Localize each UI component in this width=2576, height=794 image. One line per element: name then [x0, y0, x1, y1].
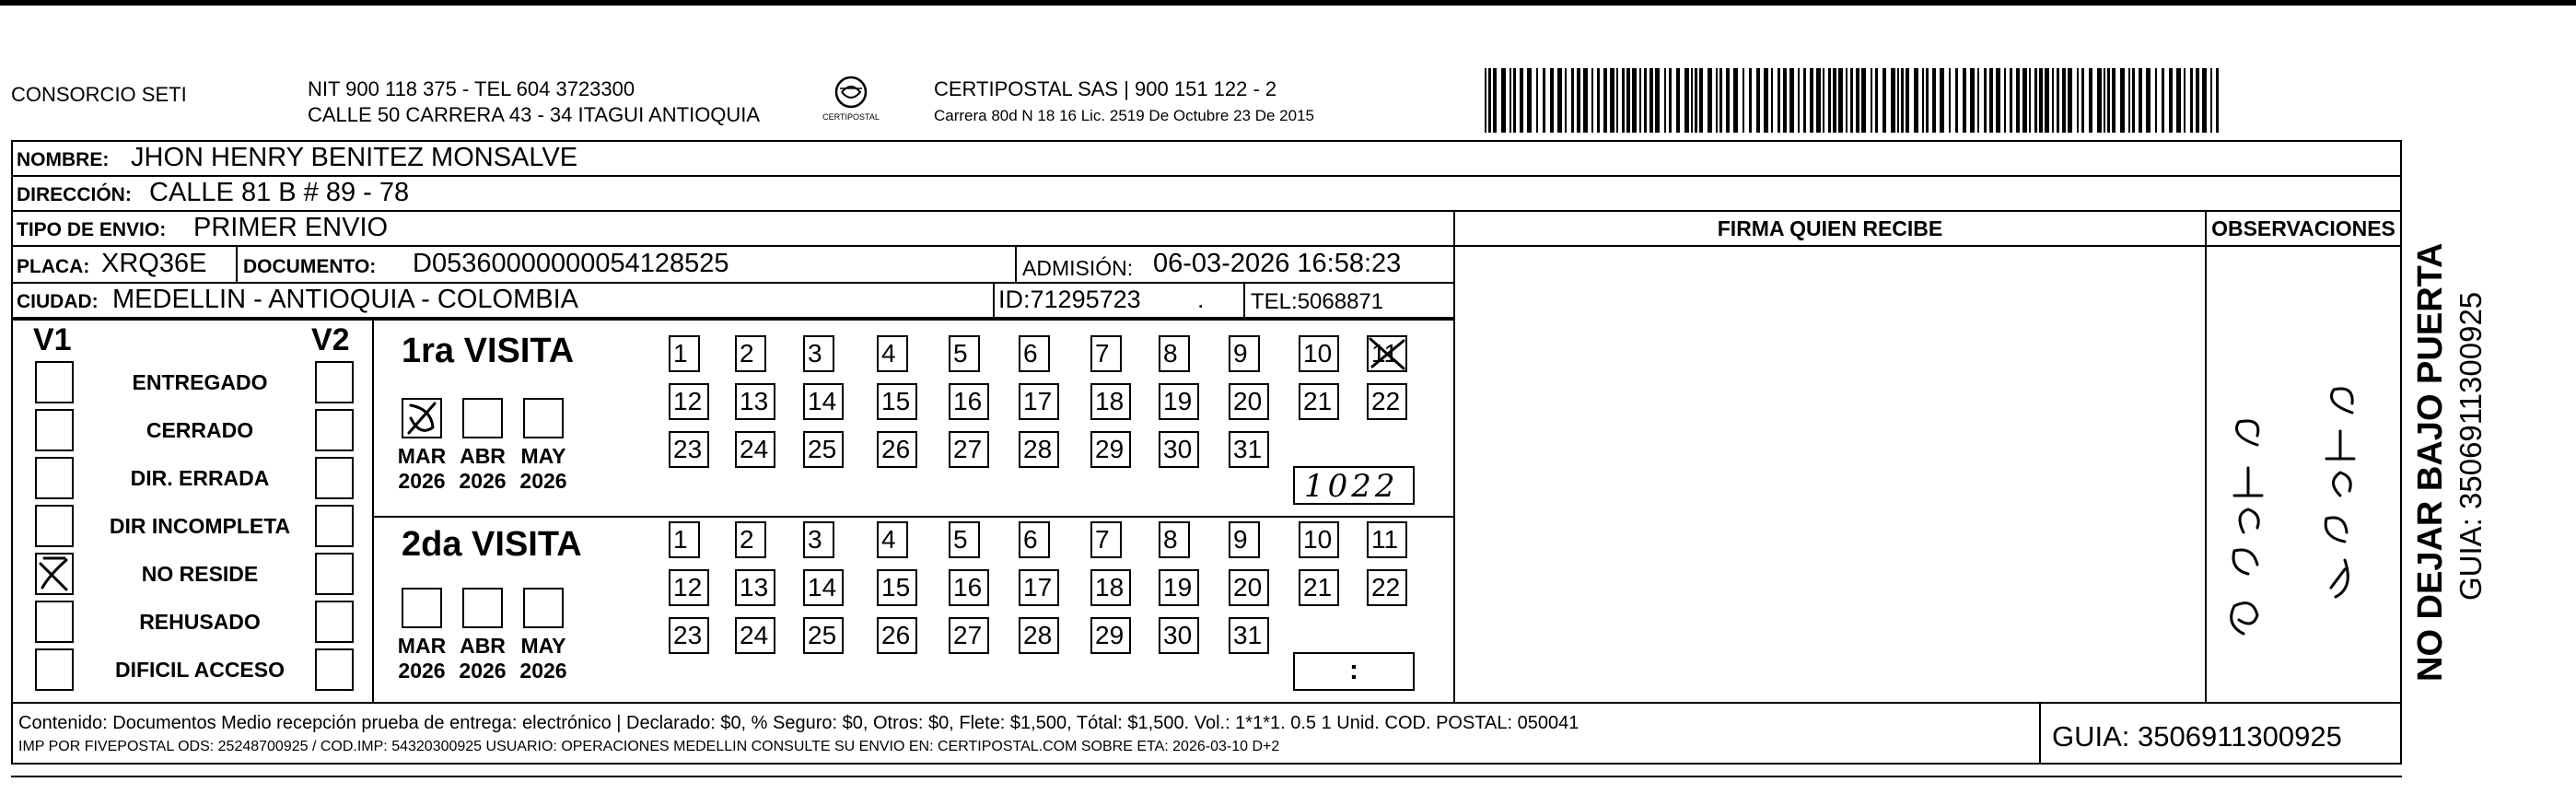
- barcode-bar: [2202, 68, 2207, 133]
- day-box[interactable]: 27: [949, 617, 989, 654]
- barcode-bar: [2077, 68, 2079, 133]
- month-label: MAR 2026: [397, 634, 447, 683]
- barcode-bar: [1726, 68, 1730, 133]
- barcode-bar: [1838, 68, 1843, 133]
- barcode-bar: [1550, 68, 1554, 133]
- day-box[interactable]: 7: [1090, 521, 1122, 558]
- v1-label: V1: [33, 322, 72, 357]
- svg-text:1022: 1022: [1304, 468, 1399, 503]
- status-label: DIFICIL ACCESO: [114, 658, 285, 682]
- barcode-bar: [1571, 68, 1574, 133]
- visit1-time-box[interactable]: [1293, 466, 1415, 505]
- visit1-time-handwriting: [1295, 468, 1413, 503]
- barcode-bar: [1901, 68, 1904, 133]
- v2-checkbox[interactable]: [315, 601, 354, 643]
- barcode-bar: [2010, 68, 2012, 133]
- visit1-title: 1ra VISITA: [402, 332, 575, 370]
- barcode-bar: [1626, 68, 1630, 133]
- month-label: ABR 2026: [459, 444, 507, 493]
- month-label: ABR 2026: [459, 634, 507, 683]
- barcode-bar: [1789, 68, 1794, 133]
- day-box[interactable]: 15: [877, 569, 917, 606]
- barcode-bar: [1914, 68, 1918, 133]
- v2-checkbox[interactable]: [315, 457, 354, 499]
- day-box[interactable]: 4: [877, 521, 908, 558]
- day-box[interactable]: 29: [1090, 431, 1131, 468]
- barcode-bar: [1691, 68, 1693, 133]
- barcode-bar: [2184, 68, 2186, 133]
- day-box[interactable]: 19: [1159, 569, 1199, 606]
- status-label: NO RESIDE: [141, 562, 259, 586]
- v2-checkbox[interactable]: [315, 505, 354, 547]
- day-box[interactable]: 27: [949, 431, 989, 468]
- day-box[interactable]: 6: [1019, 521, 1050, 558]
- barcode-bar: [1583, 68, 1588, 133]
- id-field: ID:71295723: [998, 286, 1141, 313]
- barcode-bar: [2139, 68, 2142, 133]
- barcode-bar: [2057, 68, 2059, 133]
- barcode-bar: [1949, 68, 1951, 133]
- status-label: CERRADO: [146, 418, 254, 442]
- footer-line2: IMP POR FIVEPOSTAL ODS: 25248700925 / COD.IMP: 54320300925 USUARIO: OPERACIONES MEDELLIN CONSULTE SU ENVIO EN: CERTIPOSTAL.COM SOBRE ETA: 2026-03-10 D+2: [18, 739, 1280, 754]
- barcode-bar: [2112, 68, 2116, 133]
- placa-value: XRQ36E: [101, 249, 207, 278]
- v2-checkbox[interactable]: [315, 553, 354, 595]
- barcode-bar: [1676, 68, 1680, 133]
- barcode-bar: [1719, 68, 1722, 133]
- barcode-bar: [2169, 68, 2173, 133]
- direccion-label: DIRECCIÓN:: [17, 184, 132, 205]
- day-box[interactable]: 9: [1229, 335, 1260, 372]
- day-box[interactable]: 26: [877, 617, 917, 654]
- day-box[interactable]: 18: [1090, 569, 1131, 606]
- day-box[interactable]: 1: [669, 521, 700, 558]
- barcode-bar: [2104, 68, 2105, 133]
- status-label: ENTREGADO: [132, 370, 268, 394]
- barcode-bar: [1856, 68, 1859, 133]
- row-direccion: [13, 177, 2400, 212]
- v2-checkbox[interactable]: [315, 409, 354, 451]
- day-box[interactable]: 18: [1090, 383, 1131, 420]
- barcode-bar: [2107, 68, 2110, 133]
- certipostal-logo-icon: [814, 72, 888, 127]
- barcode-bar: [1733, 68, 1738, 133]
- day-box[interactable]: 6: [1019, 335, 1050, 372]
- month-checkbox[interactable]: [462, 398, 503, 438]
- barcode-bar: [1716, 68, 1718, 133]
- day-box[interactable]: 17: [1019, 569, 1059, 606]
- month-label: MAY 2026: [519, 634, 567, 683]
- v1-checkbox[interactable]: [35, 601, 74, 643]
- barcode-bar: [1543, 68, 1545, 133]
- admision-label: ADMISIÓN:: [1022, 256, 1134, 280]
- barcode-bar: [1695, 68, 1697, 133]
- barcode-bar: [1577, 68, 1580, 133]
- day-box[interactable]: 30: [1159, 617, 1199, 654]
- documento-label: DOCUMENTO:: [243, 256, 377, 277]
- v1-checkbox[interactable]: [35, 505, 74, 547]
- day-box[interactable]: 13: [735, 383, 775, 420]
- day-box[interactable]: 25: [803, 431, 844, 468]
- nombre-label: NOMBRE:: [17, 149, 110, 170]
- barcode-bar: [1861, 68, 1866, 133]
- day-box[interactable]: 14: [803, 383, 844, 420]
- barcode-bar: [1882, 68, 1886, 133]
- barcode-bar: [1922, 68, 1924, 133]
- barcode-bar: [2045, 68, 2049, 133]
- barcode-bar: [1520, 68, 1523, 133]
- barcode-bar: [2029, 68, 2031, 133]
- company-address: CALLE 50 CARRERA 43 - 34 ITAGUI ANTIOQUIA: [308, 103, 761, 126]
- day-box[interactable]: 10: [1299, 521, 1339, 558]
- barcode-bar: [1871, 68, 1872, 133]
- barcode-bar: [1828, 68, 1831, 133]
- barcode-bar: [2034, 68, 2037, 133]
- day-box[interactable]: 12: [669, 569, 709, 606]
- barcode-bar: [1493, 68, 1497, 133]
- day-box[interactable]: 2: [735, 521, 766, 558]
- day-box[interactable]: 1: [669, 335, 700, 372]
- day-box[interactable]: 15: [877, 383, 917, 420]
- admision-value: 06-03-2026 16:58:23: [1153, 249, 1402, 278]
- barcode-bar: [1743, 68, 1744, 133]
- day-box[interactable]: 28: [1019, 431, 1059, 468]
- barcode-bar: [1850, 68, 1853, 133]
- day-box[interactable]: 4: [877, 335, 908, 372]
- barcode-bar: [2062, 68, 2066, 133]
- barcode-bar: [2081, 68, 2084, 133]
- v1-checkbox[interactable]: [35, 457, 74, 499]
- barcode-bar: [1756, 68, 1760, 133]
- barcode-bar: [1557, 68, 1562, 133]
- month-label: MAR 2026: [397, 444, 447, 493]
- day-box[interactable]: 5: [949, 521, 980, 558]
- barcode-bar: [2120, 68, 2125, 133]
- firma-header: FIRMA QUIEN RECIBE: [1455, 212, 2205, 247]
- barcode-bar: [1778, 68, 1780, 133]
- tipo-label: TIPO DE ENVIO:: [17, 219, 167, 240]
- day-box[interactable]: 29: [1090, 617, 1131, 654]
- barcode-bar: [1816, 68, 1821, 133]
- barcode-bar: [1897, 68, 1899, 133]
- barcode-bar: [1708, 68, 1712, 133]
- nombre-value: JHON HENRY BENITEZ MONSALVE: [131, 143, 578, 172]
- month-checkbox[interactable]: [462, 588, 503, 628]
- company-name: CONSORCIO SETI: [11, 83, 187, 106]
- day-box[interactable]: 11: [1367, 335, 1407, 372]
- barcode-bar: [1970, 68, 1975, 133]
- barcode-bar: [1485, 68, 1486, 133]
- v2-label: V2: [311, 322, 350, 357]
- day-box[interactable]: 31: [1229, 431, 1269, 468]
- license-info: Carrera 80d N 18 16 Lic. 2519 De Octubre 23 De 2015: [934, 107, 1314, 124]
- barcode-bar: [1616, 68, 1618, 133]
- barcode-bar: [1644, 68, 1647, 133]
- barcode-bar: [1669, 68, 1672, 133]
- barcode-bar: [1591, 68, 1593, 133]
- barcode-bar: [2097, 68, 2102, 133]
- barcode-bar: [1810, 68, 1813, 133]
- barcode-bar: [1536, 68, 1538, 133]
- barcode-bar: [1509, 68, 1511, 133]
- barcode-bar: [1622, 68, 1625, 133]
- barcode-bar: [1963, 68, 1966, 133]
- v1-checkbox[interactable]: [35, 648, 74, 691]
- day-box[interactable]: 3: [803, 521, 834, 558]
- barcode-bar: [1803, 68, 1806, 133]
- direccion-value: CALLE 81 B # 89 - 78: [149, 178, 410, 207]
- id-suffix: .: [1197, 286, 1205, 313]
- barcode-bar: [2146, 68, 2151, 133]
- barcode-bar: [1527, 68, 1532, 133]
- barcode-bar: [1984, 68, 1987, 133]
- day-box[interactable]: 20: [1229, 383, 1269, 420]
- barcode-bar: [2068, 68, 2072, 133]
- barcode-bar: [1649, 68, 1653, 133]
- tel-field: TEL:5068871: [1251, 289, 1384, 314]
- footer-guia: GUIA: 3506911300925: [2052, 720, 2342, 753]
- certipostal-info: CERTIPOSTAL SAS | 900 151 122 - 2: [934, 77, 1277, 100]
- month-label: MAY 2026: [519, 444, 567, 493]
- day-box[interactable]: 3: [803, 335, 834, 372]
- barcode-bar: [2022, 68, 2027, 133]
- v1-checkbox[interactable]: [35, 553, 74, 595]
- barcode-bar: [1513, 68, 1516, 133]
- documento-value: D05360000000054128525: [413, 249, 729, 278]
- barcode-bar: [1996, 68, 2000, 133]
- barcode-bar: [2016, 68, 2020, 133]
- barcode-bar: [1783, 68, 1787, 133]
- day-box[interactable]: 7: [1090, 335, 1122, 372]
- barcode-bar: [2176, 68, 2181, 133]
- day-box[interactable]: 19: [1159, 383, 1199, 420]
- tipo-value: PRIMER ENVIO: [193, 213, 389, 242]
- day-box[interactable]: 13: [735, 569, 775, 606]
- row-placa: [13, 247, 1455, 284]
- row-tipo: [13, 212, 1455, 247]
- day-box[interactable]: 20: [1229, 569, 1269, 606]
- month-checkbox[interactable]: [402, 588, 442, 628]
- barcode-bar: [1655, 68, 1660, 133]
- day-box[interactable]: 24: [735, 617, 775, 654]
- side-guia: GUIA: 3506911300925: [2454, 291, 2488, 601]
- month-checkbox[interactable]: [402, 398, 442, 438]
- day-box[interactable]: 28: [1019, 617, 1059, 654]
- barcode-bar: [1833, 68, 1836, 133]
- barcode-bar: [1664, 68, 1666, 133]
- day-box[interactable]: 25: [803, 617, 844, 654]
- barcode-bar: [2132, 68, 2135, 133]
- barcode-bar: [1823, 68, 1824, 133]
- barcode-bar: [2190, 68, 2193, 133]
- row-ciudad: [13, 284, 1455, 319]
- visit2-title: 2da VISITA: [402, 525, 582, 564]
- day-box[interactable]: 23: [669, 617, 709, 654]
- visit2-time-box[interactable]: :: [1293, 652, 1415, 691]
- delivery-form: [11, 140, 2402, 765]
- barcode-bar: [1699, 68, 1703, 133]
- day-box[interactable]: 21: [1299, 383, 1339, 420]
- day-box[interactable]: 8: [1159, 335, 1190, 372]
- day-box[interactable]: 26: [877, 431, 917, 468]
- barcode-bar: [1906, 68, 1909, 133]
- footer-line1: Contenido: Documentos Medio recepción prueba de entrega: electrónico | Declarado: $0, % Seguro: $0, Otros: $0, Flete: $1,500, Tótal: $1,500. Vol.: 1*1*1. 0.5 1 Unid. COD. POSTAL: 050041: [18, 713, 1579, 733]
- barcode: [1485, 68, 2221, 133]
- barcode-bar: [2162, 68, 2164, 133]
- barcode-bar: [1639, 68, 1641, 133]
- day-box[interactable]: 16: [949, 383, 989, 420]
- v1-checkbox[interactable]: [35, 361, 74, 403]
- day-box[interactable]: 24: [735, 431, 775, 468]
- day-box[interactable]: 8: [1159, 521, 1190, 558]
- day-box[interactable]: 17: [1019, 383, 1059, 420]
- v2-checkbox[interactable]: [315, 361, 354, 403]
- barcode-bar: [1891, 68, 1895, 133]
- logo-text: CERTIPOSTAL: [822, 112, 880, 122]
- barcode-bar: [2155, 68, 2157, 133]
- barcode-bar: [1684, 68, 1689, 133]
- barcode-bar: [2052, 68, 2054, 133]
- status-label: DIR. ERRADA: [130, 466, 270, 490]
- top-border: [0, 0, 2576, 6]
- barcode-bar: [1632, 68, 1637, 133]
- barcode-bar: [2004, 68, 2006, 133]
- ciudad-value: MEDELLIN - ANTIOQUIA - COLOMBIA: [112, 285, 578, 314]
- barcode-bar: [1501, 68, 1506, 133]
- barcode-bar: [1955, 68, 1958, 133]
- status-label: REHUSADO: [139, 610, 261, 634]
- barcode-bar: [1603, 68, 1607, 133]
- day-box[interactable]: 10: [1299, 335, 1339, 372]
- barcode-bar: [2216, 68, 2219, 133]
- day-box[interactable]: 9: [1229, 521, 1260, 558]
- day-box[interactable]: 22: [1367, 569, 1407, 606]
- barcode-bar: [1846, 68, 1847, 133]
- v1-checkbox[interactable]: [35, 409, 74, 451]
- month-checkbox[interactable]: [523, 588, 564, 628]
- barcode-bar: [1488, 68, 1491, 133]
- barcode-bar: [1610, 68, 1614, 133]
- day-box[interactable]: 12: [669, 383, 709, 420]
- barcode-bar: [2128, 68, 2130, 133]
- barcode-bar: [1597, 68, 1600, 133]
- barcode-bar: [1875, 68, 1878, 133]
- day-box[interactable]: 2: [735, 335, 766, 372]
- barcode-bar: [2089, 68, 2092, 133]
- barcode-bar: [1932, 68, 1936, 133]
- barcode-bar: [2210, 68, 2212, 133]
- day-box[interactable]: 22: [1367, 383, 1407, 420]
- day-box[interactable]: 16: [949, 569, 989, 606]
- barcode-bar: [1565, 68, 1567, 133]
- barcode-bar: [1940, 68, 1944, 133]
- day-box[interactable]: 21: [1299, 569, 1339, 606]
- barcode-bar: [1749, 68, 1752, 133]
- day-box[interactable]: 23: [669, 431, 709, 468]
- barcode-bar: [1989, 68, 1993, 133]
- day-cross-mark: [1367, 335, 1407, 372]
- barcode-bar: [1798, 68, 1800, 133]
- barcode-bar: [1771, 68, 1773, 133]
- barcode-bar: [1926, 68, 1929, 133]
- barcode-bar: [2196, 68, 2199, 133]
- barcode-bar: [1977, 68, 1979, 133]
- day-box[interactable]: 11: [1367, 521, 1407, 558]
- status-label: DIR INCOMPLETA: [109, 514, 291, 538]
- observaciones-header: OBSERVACIONES: [2207, 212, 2400, 247]
- day-box[interactable]: 5: [949, 335, 980, 372]
- side-warning: NO DEJAR BAJO PUERTA: [2411, 242, 2450, 682]
- day-box[interactable]: 31: [1229, 617, 1269, 654]
- observaciones-handwriting: [2207, 247, 2400, 702]
- v2-checkbox[interactable]: [315, 648, 354, 691]
- ciudad-label: CIUDAD:: [17, 291, 99, 312]
- month-checkbox[interactable]: [523, 398, 564, 438]
- day-box[interactable]: 14: [803, 569, 844, 606]
- row-nombre: [13, 142, 2400, 177]
- day-box[interactable]: 30: [1159, 431, 1199, 468]
- placa-label: PLACA:: [17, 256, 90, 277]
- barcode-bar: [2039, 68, 2043, 133]
- nit-tel: NIT 900 118 375 - TEL 604 3723300: [308, 77, 635, 100]
- barcode-bar: [1764, 68, 1768, 133]
